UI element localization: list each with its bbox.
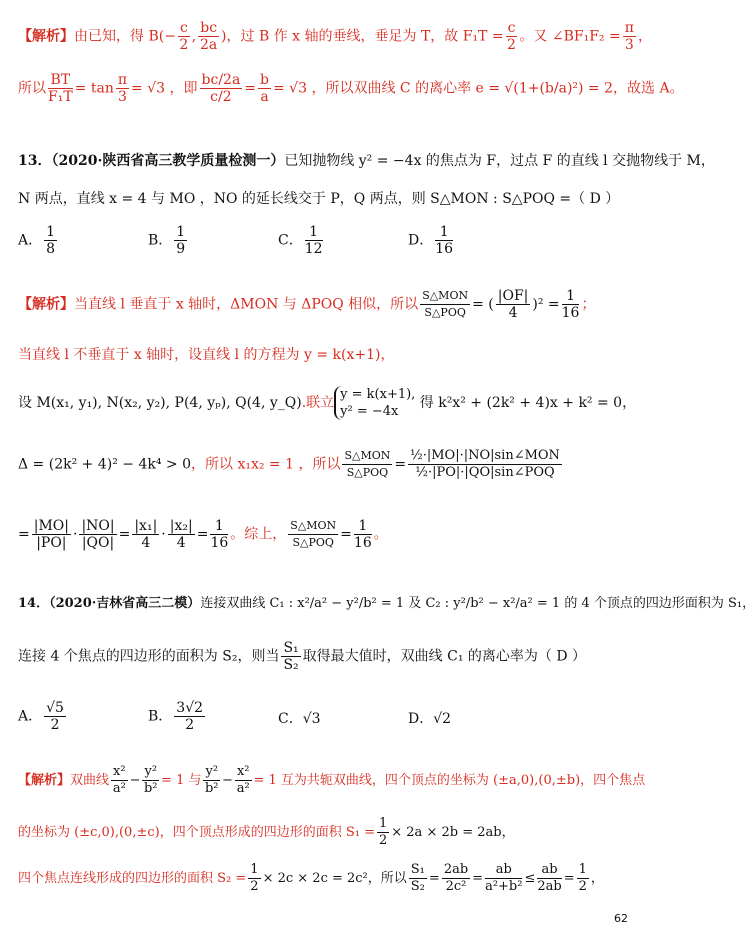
analysis-tag: 【解析】 xyxy=(18,296,74,313)
text: 所以 xyxy=(18,80,46,97)
fraction: $\frac{1}{2}$ xyxy=(578,862,587,894)
q14-analysis-line1: 【解析】双曲线 $\frac{\text{x²}}{\text{a²}}$ − $\frac{\text{y²}}{\text{b²}}$ = 1 与 $\frac{\text{y²}}{\text{b²}}$ − $\frac{\text{x²}}{\text{a²}}$ = 1 互为共轭双曲线，四个顶点的坐标为 (±a,0),(0,±b)，四个焦点 xyxy=(18,764,646,796)
q12-analysis-line1: 【解析】由已知，得 B(− $\frac{c}{2}$ , $\frac{bc}{2a}$ )，过 B 作 x 轴的垂线，垂足为 T，故 F₁T = $\frac{c}{2}$ 。又 ∠BF₁F₂ = $\frac{\pi}{3}$ ， xyxy=(18,20,652,53)
q13-line2: N 两点，直线 x = 4 与 MO ，NO 的延长线交于 P，Q 两点，则 S△MON : S△POQ =（ D ） xyxy=(18,191,620,207)
text: )，过 B 作 x 轴的垂线，垂足为 T，故 F₁T = xyxy=(221,28,504,45)
q13-header xyxy=(18,150,715,170)
analysis-tag: 【解析】 xyxy=(18,773,71,788)
q12-analysis-line2 xyxy=(18,72,684,105)
q13-analysis-line1: 【解析】当直线 l 垂直于 x 轴时，ΔMON 与 ΔPOQ 相似，所以 $\frac{\text{S△MON}}{\text{S△POQ}}$ = ( $\frac{|OF|}{4}$ )² = $\frac{1}{16}$ ； xyxy=(18,288,596,321)
q13-analysis-line2: 当直线 l 不垂直于 x 轴时，设直线 l 的方程为 y = k(x+1)， xyxy=(18,347,395,363)
page-number: 62 xyxy=(614,912,628,925)
fraction: $\frac{\text{x²}}{\text{a²}}$ xyxy=(112,764,126,796)
equation-system: y = k(x+1), y² = −4x xyxy=(334,386,415,420)
fraction: $\frac{1}{16}$ xyxy=(561,288,580,321)
text: Δ = (2k² + 4)² − 4k⁴ > 0 xyxy=(18,456,191,473)
q13-option-b: B． $\frac{1}{9}$ xyxy=(148,224,186,257)
q14-header xyxy=(18,592,755,611)
question-number: 13． xyxy=(18,153,52,169)
fraction: $\frac{\text{x²}}{\text{a²}}$ xyxy=(236,764,250,796)
compound-fraction: $\frac{bc/2a}{c/2}$ xyxy=(201,72,241,105)
text: 连接 4 个焦点的四边形的面积为 S₂，则当 xyxy=(18,648,280,665)
q13-option-a: A． $\frac{1}{8}$ xyxy=(18,224,56,257)
text: = xyxy=(244,80,257,97)
q13-analysis-line5: = $\frac{|MO|}{|PO|}$ · $\frac{|NO|}{|QO|}$ = $\frac{\text{|x₁|}}{4}$ · $\frac{\text{|x₂|}}{4}$ = $\frac{1}{16}$ 。综上， $\frac{\text{S△MON}}{\text{S△POQ}}$ = $\frac{1}{16}$ 。 xyxy=(18,518,388,551)
text: 由已知，得 B(− xyxy=(74,28,176,45)
fraction: $\frac{1}{16}$ xyxy=(210,518,229,551)
text: 。又 ∠BF₁F₂ = xyxy=(519,28,621,45)
q14-analysis-line2: 的坐标为 (±c,0),(0,±c)，四个顶点形成的四边形的面积 S₁ = $\frac{1}{2}$ × 2a × 2b = 2ab， xyxy=(18,816,515,848)
text: ，所以 x₁x₂ = 1 ，所以 xyxy=(191,456,341,473)
q13-option-d: D． $\frac{1}{16}$ xyxy=(408,224,454,257)
text: ， xyxy=(637,28,652,45)
question-text: 已知抛物线 y² = −4x 的焦点为 F，过点 F 的直线 l 交抛物线于 M， xyxy=(284,153,715,169)
fraction: $\frac{ab}{2ab}$ xyxy=(537,862,562,894)
text: 得 k²x² + (2k² + 4)x + k² = 0， xyxy=(419,395,637,411)
text: 取得最大值时，双曲线 C₁ 的离心率为（ D ） xyxy=(302,648,587,665)
fraction: $\frac{\text{½·|MO|·|NO|sin∠MON}}{\text{½·|PO|·|QO|sin∠POQ}}$ xyxy=(410,448,560,480)
question-source: （2020·吉林省高三二模） xyxy=(49,596,201,611)
fraction: $\frac{b}{a}$ xyxy=(260,72,269,105)
text: .联立 xyxy=(301,395,335,411)
fraction: $\frac{c}{2}$ xyxy=(507,20,516,53)
question-source: （2020·陕西省高三教学质量检测一） xyxy=(51,153,285,169)
fraction: $\frac{1}{16}$ xyxy=(353,518,372,551)
q13-option-c: C． $\frac{1}{12}$ xyxy=(278,224,323,257)
fraction: $\frac{\text{|x₂|}}{4}$ xyxy=(169,518,193,551)
q14-option-a: A． $\frac{√5}{2}$ xyxy=(18,700,64,733)
question-text: 连接双曲线 C₁ : x²/a² − y²/b² = 1 及 C₂ : y²/b² − x²/a² = 1 的 4 个顶点的四边形面积为 S₁， xyxy=(200,596,755,611)
fraction: $\frac{\text{y²}}{\text{b²}}$ xyxy=(204,764,219,796)
q14-option-d: D．√2 xyxy=(408,711,452,727)
fraction: $\frac{\text{S△MON}}{\text{S△POQ}}$ xyxy=(422,289,469,319)
fraction: $\frac{\text{S₁}}{\text{S₂}}$ xyxy=(283,640,299,673)
q13-analysis-line4: Δ = (2k² + 4)² − 4k⁴ > 0，所以 x₁x₂ = 1 ，所以 $\frac{\text{S△MON}}{\text{S△POQ}}$ = $\frac{\text{½·|MO|·|NO|sin∠MON}}{\text{½·|PO|·|QO|sin∠POQ}}$ xyxy=(18,448,560,480)
fraction: $\frac{|OF|}{4}$ xyxy=(497,288,529,321)
q13-analysis-line3 xyxy=(18,386,637,420)
fraction: $\frac{1}{2}$ xyxy=(250,862,259,894)
text: 当直线 l 垂直于 x 轴时，ΔMON 与 ΔPOQ 相似，所以 xyxy=(74,296,419,313)
text: 设 M(x₁, y₁), N(x₂, y₂), P(4, yₚ), Q(4, y_Q) xyxy=(18,395,302,411)
fraction: $\frac{ab}{\text{a²+b²}}$ xyxy=(485,862,523,894)
text: = √3 ，即 xyxy=(131,80,198,97)
text: = tan xyxy=(74,80,114,97)
fraction: $\frac{1}{2}$ xyxy=(378,816,388,848)
q14-analysis-line3: 四个焦点连线形成的四边形的面积 S₂ = $\frac{1}{2}$ × 2c × 2c = 2c²，所以 $\frac{\text{S₁}}{\text{S₂}}$ = $\frac{2ab}{\text{2c²}}$ = $\frac{ab}{\text{a²+b²}}$ ≤ $\frac{ab}{2ab}$ = $\frac{1}{2}$ ， xyxy=(18,862,604,894)
question-number: 14． xyxy=(18,596,50,611)
fraction: $\frac{BT}{\text{F₁T}}$ xyxy=(48,72,73,105)
fraction: $\frac{bc}{2a}$ xyxy=(200,20,218,53)
fraction: $\frac{|MO|}{|PO|}$ xyxy=(33,518,69,551)
q14-line2 xyxy=(18,640,626,673)
fraction: $\frac{|NO|}{|QO|}$ xyxy=(81,518,115,551)
fraction: $\frac{c}{2}$ xyxy=(179,20,189,53)
text: = √3 ，所以双曲线 C 的离心率 e = √(1+(b/a)²) = 2，故选 A。 xyxy=(273,80,684,97)
analysis-tag: 【解析】 xyxy=(18,28,74,45)
fraction: $\frac{\pi}{3}$ xyxy=(117,72,128,105)
q14-option-b: B． $\frac{3√2}{2}$ xyxy=(148,700,204,733)
q14-option-c: C．√3 xyxy=(278,711,321,727)
fraction: $\frac{\text{|x₁|}}{4}$ xyxy=(134,518,158,551)
fraction: $\frac{\text{S△MON}}{\text{S△POQ}}$ xyxy=(290,519,337,549)
fraction: $\frac{\pi}{3}$ xyxy=(624,20,634,53)
fraction: $\frac{\text{S△MON}}{\text{S△POQ}}$ xyxy=(344,449,391,479)
fraction: $\frac{2ab}{\text{2c²}}$ xyxy=(443,862,469,894)
fraction: $\frac{\text{y²}}{\text{b²}}$ xyxy=(143,764,158,796)
fraction: $\frac{\text{S₁}}{\text{S₂}}$ xyxy=(410,862,425,894)
